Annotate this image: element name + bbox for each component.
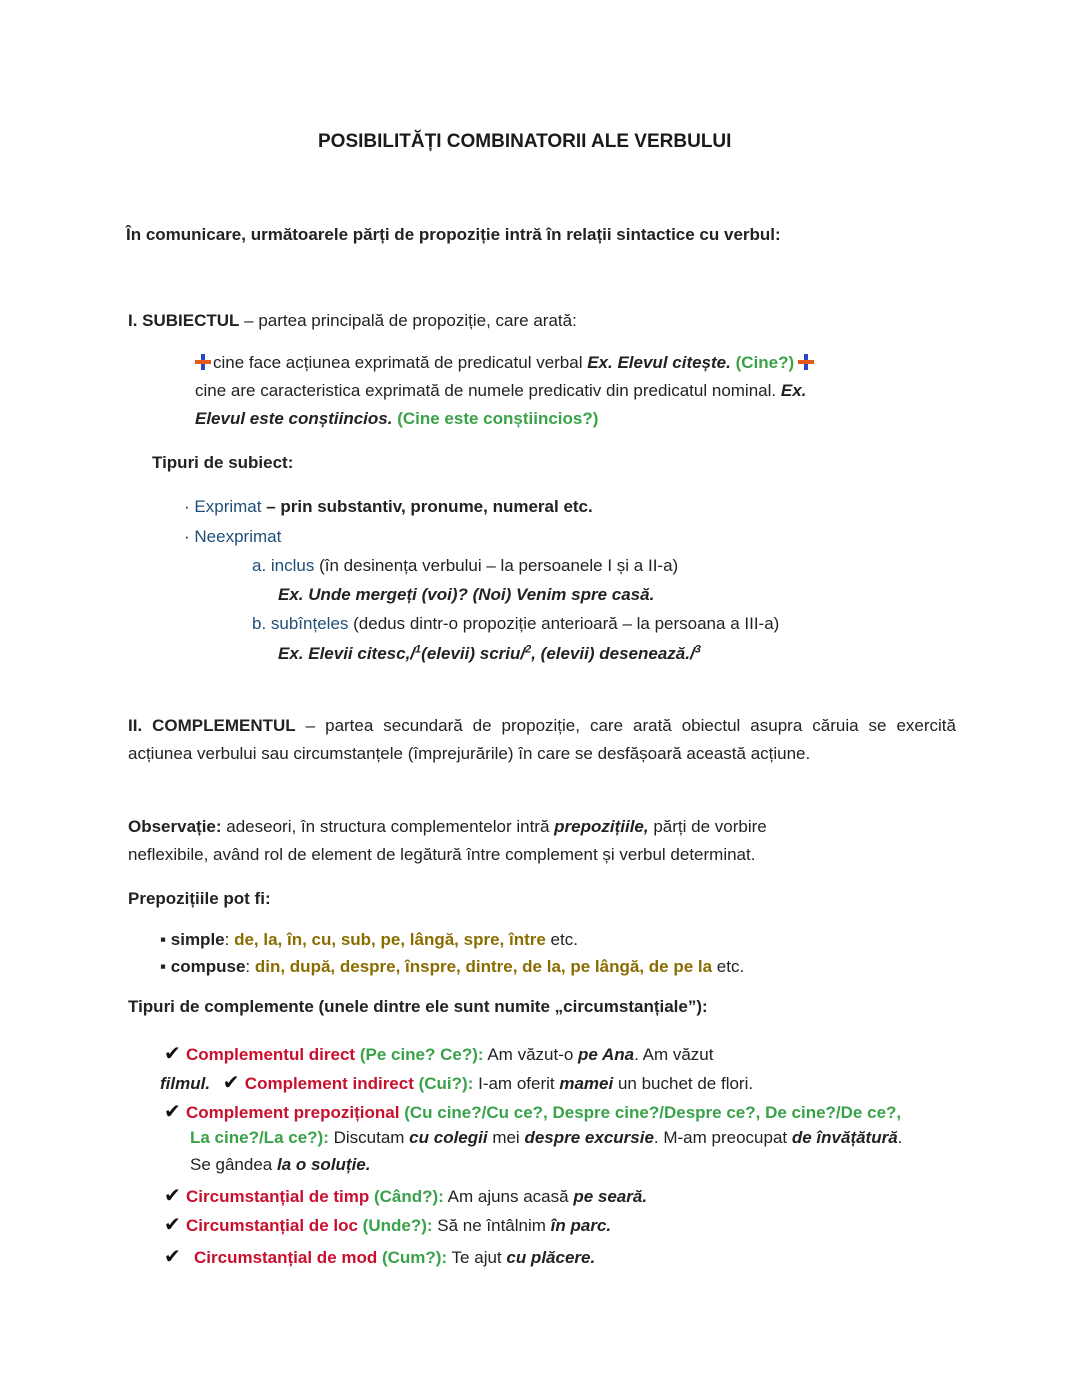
subject-type-expressed: · Exprimat – prin substantiv, pronume, numeral etc. bbox=[184, 497, 593, 516]
check-icon: ✔ bbox=[164, 1043, 181, 1065]
complement-direct: ✔ Complementul direct (Pe cine? Ce?): Am văzut-o pe Ana. Am văzut bbox=[164, 1043, 714, 1065]
subject-line-1: cine face acțiunea exprimată de predicatul verbal Ex. Elevul citește. (Cine?) bbox=[195, 354, 816, 371]
complement-prepositional: ✔ Complement prepozițional (Cu cine?/Cu ce?, Despre cine?/Despre ce?, De cine?/De ce?, bbox=[164, 1101, 902, 1123]
subject-types-heading: Tipuri de subiect: bbox=[152, 453, 294, 472]
subject-type-unexpressed: · Neexprimat bbox=[184, 527, 282, 546]
subject-type-b-example: Ex. Elevii citesc,/$^1$(elevii) scriu/$^2$, (elevii) desenează./$^3$ bbox=[278, 643, 701, 663]
complement-prepositional-line-2: La cine?/La ce?): Discutam cu colegii mei despre excursie. M-am preocupat de învățătură. bbox=[190, 1128, 903, 1147]
page-title: POSIBILITĂȚI COMBINATORII ALE VERBULUI bbox=[318, 131, 732, 152]
circumstantial-mode: ✔ Circumstanțial de mod (Cum?): Te ajut cu plăcere. bbox=[164, 1246, 596, 1268]
subject-type-a-example: Ex. Unde mergeți (voi)? (Noi) Venim spre casă. bbox=[278, 585, 655, 604]
check-icon: ✔ bbox=[164, 1246, 181, 1268]
prepositions-heading: Prepozițiile pot fi: bbox=[128, 889, 271, 908]
subject-line-3: Elevul este conștiincios. (Cine este conștiincios?) bbox=[195, 409, 599, 428]
complement-types-heading: Tipuri de complemente (unele dintre ele sunt numite „circumstanțiale”): bbox=[128, 997, 708, 1016]
plus-icon bbox=[195, 354, 211, 370]
subject-type-b: b. subînțeles (dedus dintr-o propoziție anterioară – la persoana a III-a) bbox=[252, 614, 780, 633]
complement-prepositional-line-3: Se gândea la o soluție. bbox=[190, 1155, 371, 1174]
observation-line-1: Observație: adeseori, în structura complementelor intră prepozițiile, părți de vorbire bbox=[128, 817, 767, 836]
observation-line-2: neflexibile, având rol de element de legătură între complement și verbul determinat. bbox=[128, 845, 756, 864]
prepositions-compound: ▪ compuse: din, după, despre, înspre, dintre, de la, pe lângă, de pe la etc. bbox=[160, 957, 745, 976]
circumstantial-place: ✔ Circumstanțial de loc (Unde?): Să ne întâlnim în parc. bbox=[164, 1214, 612, 1236]
subject-line-2: cine are caracteristica exprimată de numele predicativ din predicatul nominal. Ex. bbox=[195, 381, 807, 400]
check-icon: ✔ bbox=[164, 1101, 181, 1123]
bullet-dot: · bbox=[184, 527, 190, 546]
intro-text: În comunicare, următoarele părți de propoziție intră în relații sintactice cu verbul: bbox=[126, 225, 781, 244]
check-icon: ✔ bbox=[222, 1072, 240, 1094]
bullet-square: ▪ bbox=[160, 930, 167, 949]
prepositions-simple: ▪ simple: de, la, în, cu, sub, pe, lângă, spre, între etc. bbox=[160, 930, 578, 949]
subject-heading: I. SUBIECTUL – partea principală de propoziție, care arată: bbox=[128, 311, 577, 330]
complement-indirect: filmul. ✔ Complement indirect (Cui?): I-am oferit mamei un buchet de flori. bbox=[160, 1072, 754, 1094]
check-icon: ✔ bbox=[164, 1185, 181, 1207]
check-icon: ✔ bbox=[164, 1214, 181, 1236]
subject-type-a: a. inclus (în desinența verbului – la persoanele I și a II-a) bbox=[252, 556, 679, 575]
bullet-square: ▪ bbox=[160, 957, 167, 976]
plus-icon bbox=[798, 354, 814, 370]
complement-heading: II. COMPLEMENTUL – partea secundară de propoziție, care arată obiectul asupra căruia se exercită acțiunea verbului sau circumstanțele (împrejurările) în care se desfășoară această acțiune. bbox=[128, 716, 956, 763]
circumstantial-time: ✔ Circumstanțial de timp (Când?): Am ajuns acasă pe seară. bbox=[164, 1185, 648, 1207]
bullet-dot: · bbox=[184, 497, 190, 516]
